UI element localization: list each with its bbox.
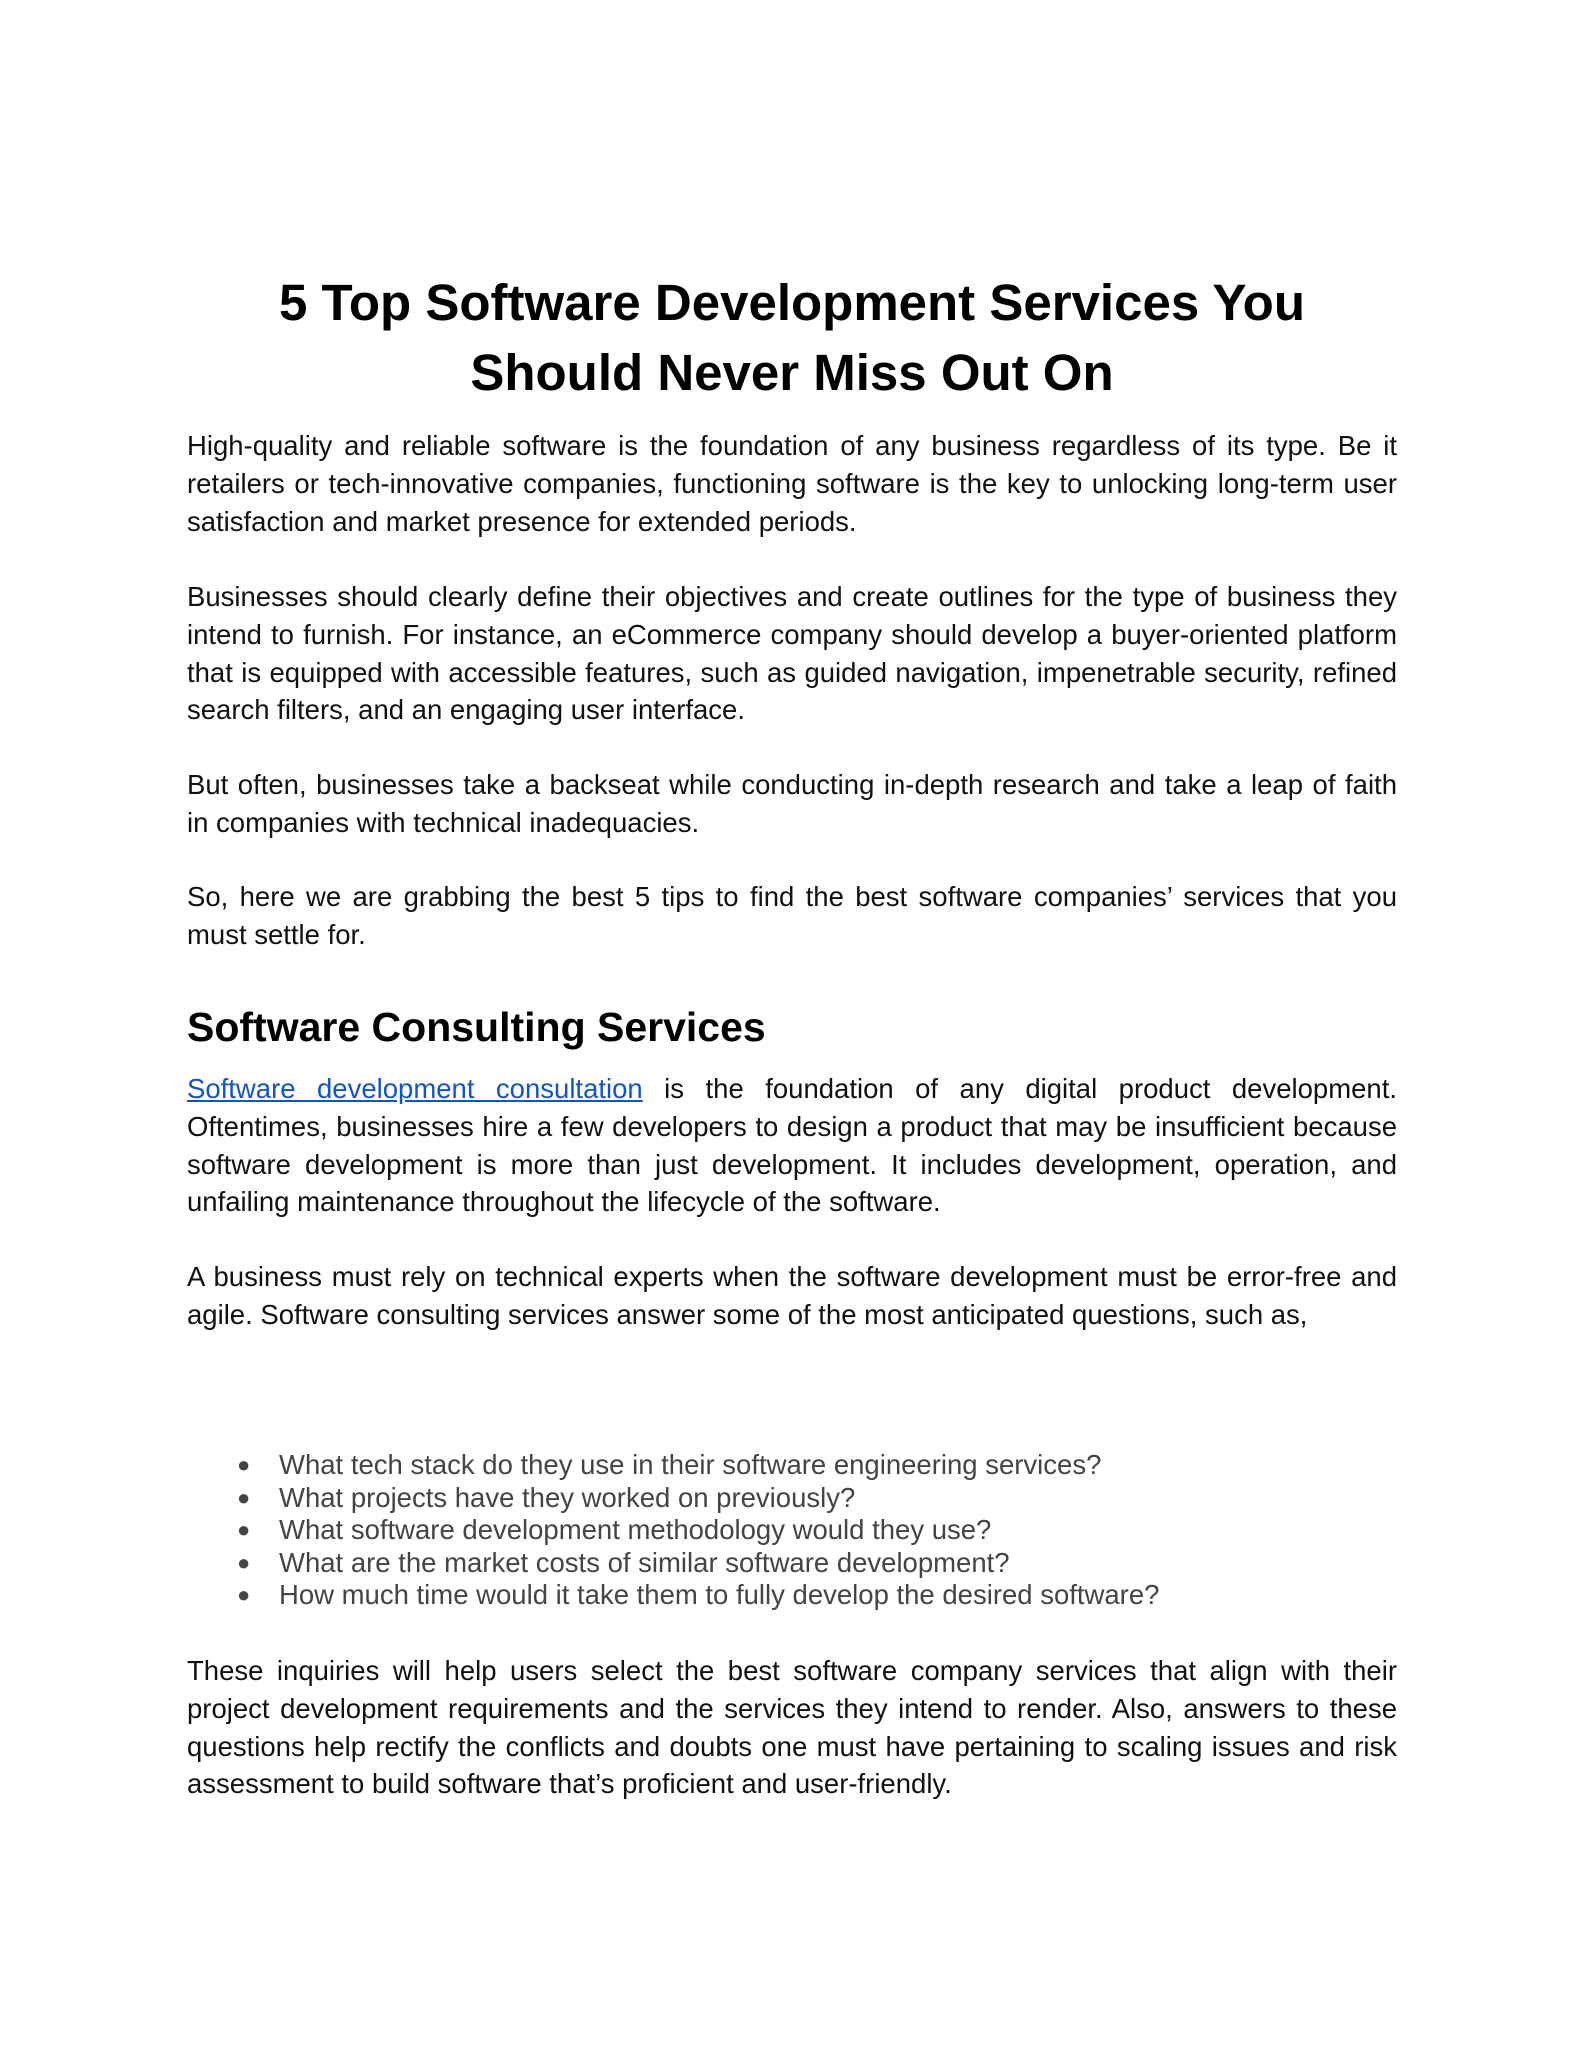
bullet-icon: ● — [237, 1549, 251, 1575]
list-item: ● What are the market costs of similar software development? — [237, 1546, 1010, 1578]
intro-paragraph-4: So, here we are grabbing the best 5 tips to find the best software companies’ services that you must settle for. — [187, 881, 1397, 950]
section-paragraph-1 — [187, 1070, 1397, 1221]
section-paragraph-3: These inquiries will help users select the best software company services that align with their project development requirements and the services they intend to render. Also, answers to these questions help rectify the conflicts and doubts one must have pertaining to scaling issues and risk assessment to build software that’s proficient and user-friendly. — [187, 1655, 1397, 1800]
consultation-link[interactable]: Software development consultation — [187, 1073, 643, 1104]
bullet-icon: ● — [237, 1517, 251, 1543]
questions-list — [187, 1449, 1397, 1612]
section-heading: Software Consulting Services — [187, 1004, 766, 1050]
intro-paragraph-1: High-quality and reliable software is the foundation of any business regardless of its type. Be it retailers or tech-innovative companies, functioning software is the key to unlocking long-term user satisfaction and market presence for extended periods. — [187, 430, 1397, 537]
list-item: ● What projects have they worked on previously? — [237, 1481, 856, 1513]
bullet-icon: ● — [237, 1484, 251, 1510]
section-paragraph-1-text: is the foundation of any digital product development. Oftentimes, businesses hire a few developers to design a product that may be insufficient because software development is more than just development. It includes development, operation, and unfailing maintenance throughout the lifecycle of the software. — [187, 1073, 1397, 1218]
list-item: ● What tech stack do they use in their software engineering services? — [237, 1449, 1102, 1480]
intro-paragraph-2: Businesses should clearly define their objectives and create outlines for the type of business they intend to furnish. For instance, an eCommerce company should develop a buyer-oriented platform that is equipped with accessible features, such as guided navigation, impenetrable security, refined search filters, and an engaging user interface. — [187, 581, 1397, 726]
page-title: 5 Top Software Development Services You Should Never Miss Out On — [279, 274, 1305, 401]
bullet-icon: ● — [237, 1582, 251, 1608]
list-item: ● How much time would it take them to fully develop the desired software? — [237, 1579, 1160, 1611]
intro-paragraph-3: But often, businesses take a backseat while conducting in-depth research and take a leap of faith in companies with technical inadequacies. — [187, 769, 1397, 838]
section-paragraph-2: A business must rely on technical experts when the software development must be error-free and agile. Software consulting services answer some of the most anticipated questions, such as, — [187, 1261, 1397, 1330]
list-item: ● What software development methodology would they use? — [237, 1514, 992, 1546]
bullet-icon: ● — [237, 1452, 251, 1477]
